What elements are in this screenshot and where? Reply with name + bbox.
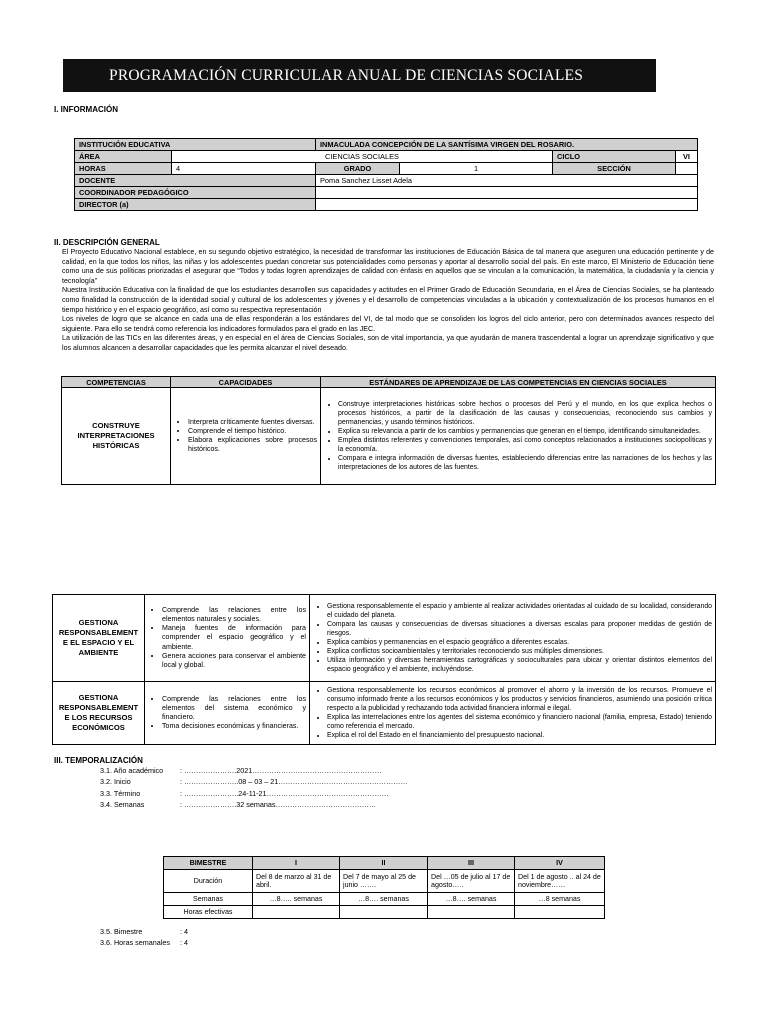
list-item: • Explica conflictos socioambientales y territoriales reconociendo sus múltiples dimensiones.	[327, 647, 712, 656]
list-item: • Interpreta críticamente fuentes diversas.	[188, 418, 317, 427]
semanas-cell: …8…. semanas	[340, 893, 428, 906]
header-bimestre: BIMESTRE	[164, 857, 253, 870]
header-bimestre-2: II	[340, 857, 428, 870]
docente-label: DOCENTE	[75, 175, 316, 187]
section-2-heading: II. DESCRIPCIÓN GENERAL	[54, 238, 160, 247]
duracion-cell: Del …05 de julio al 17 de agosto…..	[428, 870, 515, 893]
paragraph: El Proyecto Educativo Nacional establece, en su segundo objetivo estratégico, la necesidad de transformar las instituciones de Educación Básica de tal manera que aseguren una educación pertinente y de calidad, en la que todos los niños, las niñas y los adolescentes puedan concretar sus potencialidades como personas y aportar al desarrollo social del país. En este marco, El Ministerio de Educación tiene como una de sus políticas priorizadas el asegurar que “Todos y todas logren aprendizajes de calidad con énfasis en aquellos que se vinculan a la comunicación, la matemática, la ciudadanía y la ciencia y tecnología”	[62, 248, 714, 285]
header-bimestre-1: I	[253, 857, 340, 870]
semanas-cell: …8….. semanas	[253, 893, 340, 906]
list-item: • Gestiona responsablemente el espacio y ambiente al realizar actividades orientadas al cuidado de su localidad, considerando el cuidado del planeta.	[327, 602, 712, 620]
list-item: 3.5. Bimestre : 4	[100, 927, 188, 936]
header-competencias: COMPETENCIAS	[62, 377, 171, 388]
horas-value: 4	[172, 163, 316, 175]
competencias-table-continued	[52, 594, 716, 745]
table-row	[164, 870, 605, 893]
semanas-label: Semanas	[164, 893, 253, 906]
semanas-cell: …8…. semanas	[428, 893, 515, 906]
docente-value: Poma Sanchez Lisset Adela	[316, 175, 698, 187]
seccion-label: SECCIÓN	[553, 163, 676, 175]
ie-label: INSTITUCIÓN EDUCATIVA	[75, 139, 316, 151]
area-label: ÁREA	[75, 151, 172, 163]
competencia-cell: CONSTRUYE INTERPRETACIONES HISTÓRICAS	[62, 388, 171, 485]
page-title: PROGRAMACIÓN CURRICULAR ANUAL DE CIENCIAS SOCIALES	[63, 59, 656, 92]
list-item: 3.4. Semanas : ………………….32 semanas……………………………………	[100, 800, 377, 810]
list-item: • Explica las interrelaciones entre los agentes del sistema económico y financiero nacional (familia, empresa, Estado) teniendo como referencia el mercado.	[327, 713, 712, 731]
list-item: • Explica cambios y permanencias en el espacio geográfico a diferentes escalas.	[327, 638, 712, 647]
list-item: • Utiliza información y diversas herramientas cartográficas y socioculturales para ubicar y orientar distintos elementos del espacio geográfico y el ambiente, incluyéndose.	[327, 656, 712, 674]
list-item: • Maneja fuentes de información para comprender el espacio geográfico y el ambiente.	[162, 624, 306, 652]
competencias-table	[61, 376, 716, 485]
header-bimestre-3: III	[428, 857, 515, 870]
duracion-cell: Del 1 de agosto .. al 24 de noviembre……	[515, 870, 605, 893]
grado-value: 1	[400, 163, 553, 175]
horas-cell	[428, 906, 515, 919]
section-3-heading: III. TEMPORALIZACIÓN	[54, 756, 143, 765]
table-row	[164, 893, 605, 906]
temporalizacion-list	[100, 765, 408, 811]
duracion-cell: Del 8 de marzo al 31 de abril.	[253, 870, 340, 893]
director-value	[316, 199, 698, 211]
ie-value: INMACULADA CONCEPCIÓN DE LA SANTÍSIMA VIRGEN DEL ROSARIO.	[316, 139, 698, 151]
capacidades-cell	[171, 388, 321, 485]
paragraph: Nuestra Institución Educativa con la finalidad de que los estudiantes desarrollen sus capacidades y actitudes en el Primer Grado de Educación Secundaria, en el Área de Ciencias Sociales, se ha planteado como finalidad la construcción de la identidad social y cultural de los adolescentes y jóvenes y el desarrollo de competencias vinculadas a la ubicación y contextualización de los procesos humanos en el tiempo histórico y en el espacio geográfico, así como su respectiva representación	[62, 286, 714, 314]
table-row	[164, 906, 605, 919]
list-item: 3.6. Horas semanales : 4	[100, 938, 188, 948]
duracion-label: Duración	[164, 870, 253, 893]
list-item: 3.1. Año académico : ………………….2021………………………………………………	[100, 766, 382, 775]
seccion-value	[676, 163, 698, 175]
ciclo-value: VI	[676, 151, 698, 163]
ciclo-label: CICLO	[553, 151, 676, 163]
horas-cell	[515, 906, 605, 919]
estandares-cell	[310, 682, 716, 745]
table-row	[53, 682, 716, 745]
list-item: • Comprende las relaciones entre los elementos del sistema económico y financiero.	[162, 695, 306, 723]
list-item: • Comprende el tiempo histórico.	[188, 427, 317, 436]
horas-cell	[253, 906, 340, 919]
list-item: • Compara las causas y consecuencias de diversas situaciones a diversas escalas para proponer medidas de gestión de riesgos.	[327, 620, 712, 638]
list-item: • Genera acciones para conservar el ambiente local y global.	[162, 652, 306, 670]
horas-efectivas-label: Horas efectivas	[164, 906, 253, 919]
table-row	[53, 595, 716, 682]
header-capacidades: CAPACIDADES	[171, 377, 321, 388]
coordinador-label: COORDINADOR PEDAGÓGICO	[75, 187, 316, 199]
header-estandares: ESTÁNDARES DE APRENDIZAJE DE LAS COMPETENCIAS EN CIENCIAS SOCIALES	[321, 377, 716, 388]
paragraph: Los niveles de logro que se alcance en cada una de ellas responderán a los estándares del VI, de tal modo que se consoliden los logros del ciclo anterior, pero con determinados avances respecto del siguiente. Para ello se tendrá como referencia los indicadores formulados para el grado en las JEC.	[62, 315, 714, 333]
coordinador-value	[316, 187, 698, 199]
list-item: • Elabora explicaciones sobre procesos históricos.	[188, 436, 317, 454]
competencia-cell: GESTIONA RESPONSABLEMENT E LOS RECURSOS ECONÓMICOS	[53, 682, 145, 745]
bimestre-table	[163, 856, 605, 919]
description-text	[62, 248, 714, 354]
list-item: • Compara e integra información de diversas fuentes, estableciendo diferencias entre las narraciones de los hechos y las interpretaciones de los autores de las fuentes.	[338, 454, 712, 472]
table-row	[62, 388, 716, 485]
list-item: 3.3. Término : …………………..24-11-21……………………………………………	[100, 788, 389, 798]
list-item: • Gestiona responsablemente los recursos económicos al promover el ahorro y la inversión de los recursos. Promueve el consumo informado frente a los recursos económicos y los productos y servicios financieros, asumiendo una posición crítica respecto a la publicidad y rechazando toda actividad financiera informal e ilegal.	[327, 686, 712, 713]
semanas-cell: …8 semanas	[515, 893, 605, 906]
list-item: • Comprende las relaciones entre los elementos naturales y sociales.	[162, 606, 306, 624]
capacidades-cell	[145, 682, 310, 745]
list-item: 3.2. Inicio : …………………..08 – 03 – 21………………………………………………	[100, 777, 408, 787]
grado-label: GRADO	[316, 163, 400, 175]
competencia-cell: GESTIONA RESPONSABLEMENT E EL ESPACIO Y EL AMBIENTE	[53, 595, 145, 682]
list-item: • Toma decisiones económicas y financieras.	[162, 722, 306, 731]
list-item: • Emplea distintos referentes y convenciones temporales, así como conceptos relacionados a instituciones sociopolíticas y la economía.	[338, 436, 712, 454]
horas-label: HORAS	[75, 163, 172, 175]
list-item: • Explica su relevancia a partir de los cambios y permanencias que generan en el tiempo, identificando simultaneidades.	[338, 427, 712, 436]
header-bimestre-4: IV	[515, 857, 605, 870]
horas-cell	[340, 906, 428, 919]
section-1-heading: I. INFORMACIÓN	[54, 105, 118, 114]
area-value: CIENCIAS SOCIALES	[172, 151, 553, 163]
estandares-cell	[310, 595, 716, 682]
director-label: DIRECTOR (a)	[75, 199, 316, 211]
temporalizacion-extra	[100, 926, 188, 949]
duracion-cell: Del 7 de mayo al 25 de junio …….	[340, 870, 428, 893]
estandares-cell	[321, 388, 716, 485]
list-item: • Explica el rol del Estado en el financiamiento del presupuesto nacional.	[327, 731, 712, 740]
list-item: • Construye interpretaciones históricas sobre hechos o procesos del Perú y el mundo, en los que explica hechos o procesos históricos, a partir de la clasificación de las causas y consecuencias, reconociendo sus cambios y permanencias, y usando términos históricos.	[338, 400, 712, 427]
capacidades-cell	[145, 595, 310, 682]
paragraph: La utilización de las TICs en las diferentes áreas, y en especial en el área de Ciencias Sociales, son de vital importancia, ya que ayudarán de manera trascendental a lograr un aprendizaje significativo y que los alumnos alcancen a desarrollar capacidades que les permita alcanzar el nivel deseado.	[62, 334, 714, 352]
info-table	[74, 138, 698, 211]
